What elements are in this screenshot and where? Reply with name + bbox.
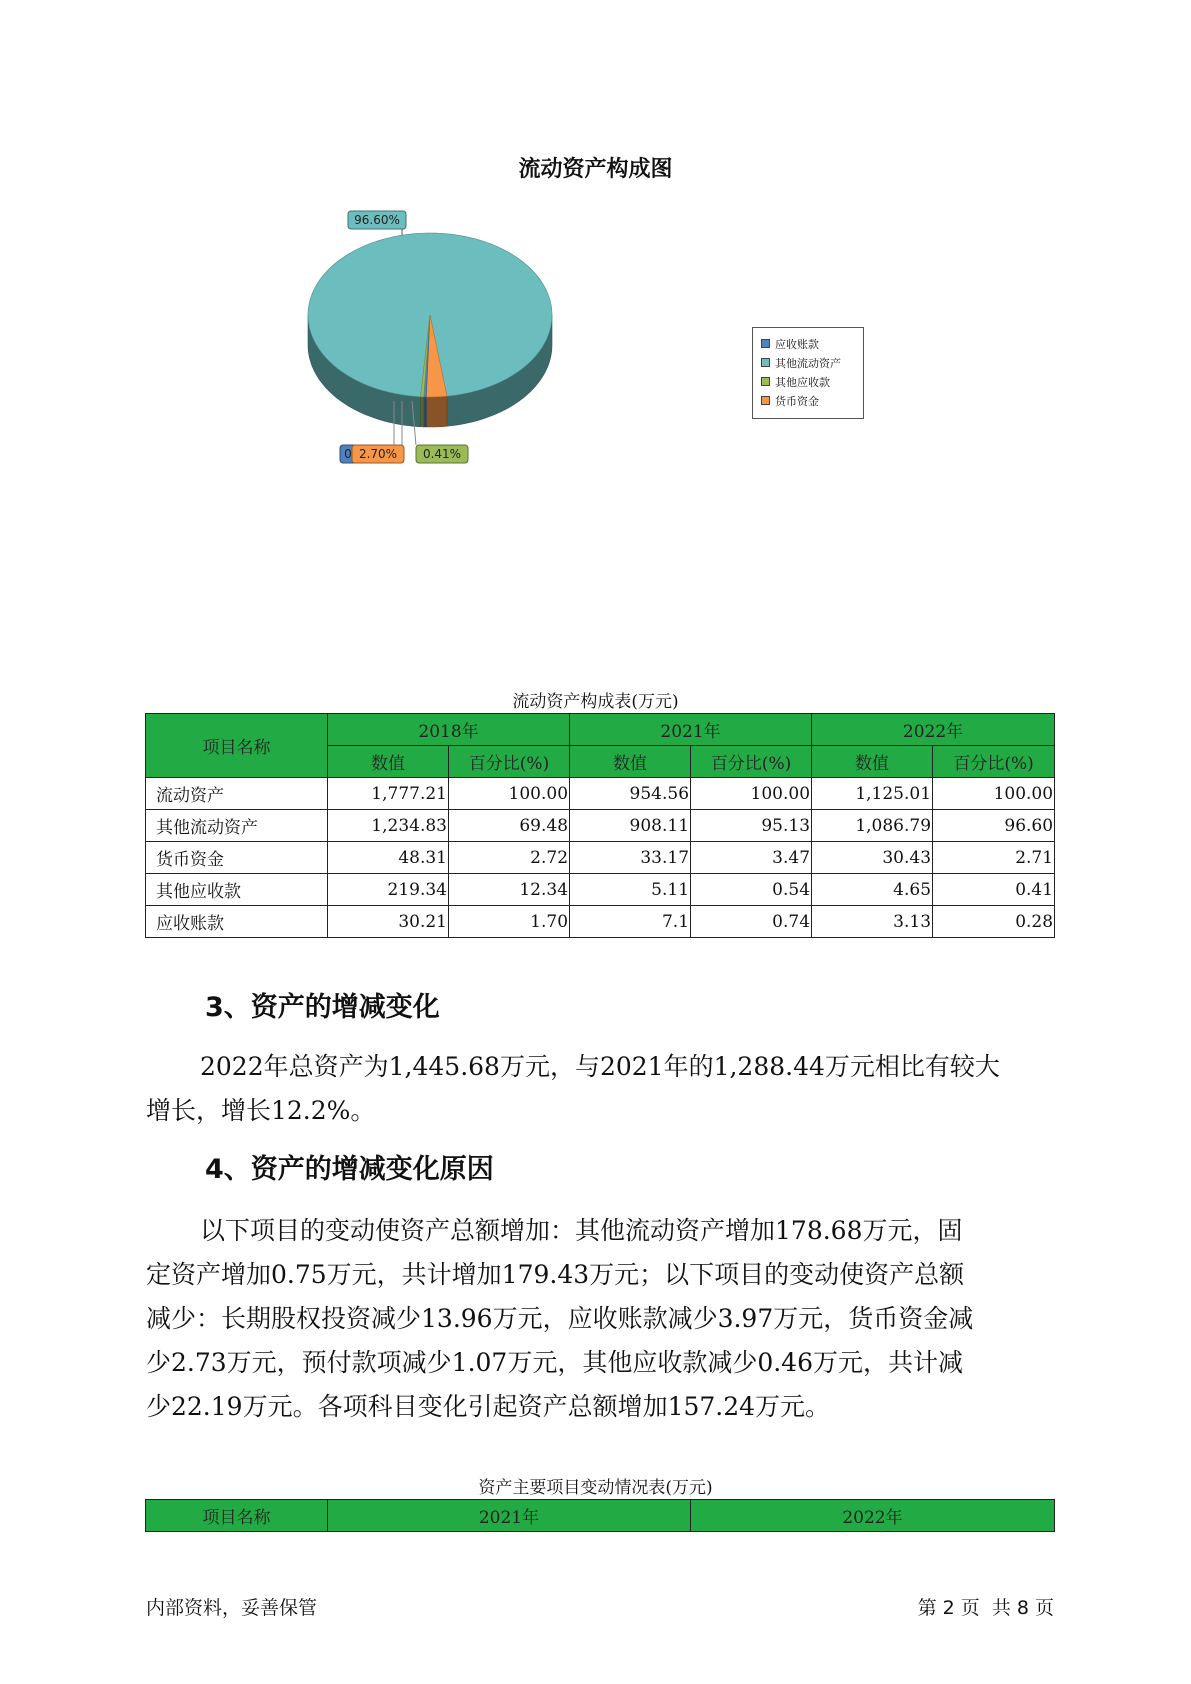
- svg-text:96.60%: 96.60%: [354, 213, 400, 227]
- table-cell: 0.28: [933, 906, 1055, 938]
- header-percent: 百分比(%): [449, 746, 570, 778]
- section4-heading: 4、资产的增减变化原因: [205, 1154, 494, 1185]
- paragraph-line: 减少：长期股权投资减少13.96万元，应收账款减少3.97万元，货币资金减: [146, 1304, 974, 1333]
- paragraph-line: 增长，增长12.2%。: [146, 1096, 376, 1125]
- legend-item: [761, 334, 863, 353]
- table-row: [146, 874, 1055, 906]
- table-cell: 1,086.79: [812, 810, 933, 842]
- svg-text:0: 0: [344, 447, 352, 461]
- table-cell: 48.31: [328, 842, 449, 874]
- header-value: 数值: [812, 746, 933, 778]
- table-cell: 1,234.83: [328, 810, 449, 842]
- table-cell: 30.43: [812, 842, 933, 874]
- header-value: 数值: [328, 746, 449, 778]
- table-cell: 100.00: [449, 778, 570, 810]
- table-cell: 100.00: [691, 778, 812, 810]
- table-cell: 4.65: [812, 874, 933, 906]
- table-cell: 100.00: [933, 778, 1055, 810]
- table-cell: 7.1: [570, 906, 691, 938]
- table-cell: 954.56: [570, 778, 691, 810]
- table2-caption: 资产主要项目变动情况表(万元): [478, 1478, 713, 1498]
- paragraph-line: 2022年总资产为1,445.68万元，与2021年的1,288.44万元相比有较大: [200, 1052, 1000, 1081]
- header-year: 2021年: [328, 1500, 691, 1532]
- legend-swatch: [761, 358, 770, 367]
- header-percent: 百分比(%): [933, 746, 1055, 778]
- table-cell: 0.74: [691, 906, 812, 938]
- paragraph-line: 少2.73万元，预付款项减少1.07万元，其他应收款减少0.46万元，共计减: [146, 1348, 963, 1377]
- legend-item: [761, 391, 863, 410]
- pie-data-label: [352, 445, 404, 463]
- footer-page-number: 第 2 页 共 8 页: [917, 1597, 1054, 1619]
- row-name: 货币资金: [146, 842, 328, 874]
- legend-swatch: [761, 396, 770, 405]
- pie-data-label: [348, 211, 406, 229]
- legend-label: 其他应收款: [775, 375, 830, 389]
- header-item-name: 项目名称: [146, 714, 328, 778]
- table-cell: 33.17: [570, 842, 691, 874]
- table-cell: 1.70: [449, 906, 570, 938]
- table-cell: 95.13: [691, 810, 812, 842]
- table-cell: 2.71: [933, 842, 1055, 874]
- legend-swatch: [761, 339, 770, 348]
- legend-swatch: [761, 377, 770, 386]
- table-cell: 219.34: [328, 874, 449, 906]
- header-value: 数值: [570, 746, 691, 778]
- legend-label: 应收账款: [775, 337, 819, 351]
- table-cell: 1,777.21: [328, 778, 449, 810]
- pie-chart: [290, 205, 600, 475]
- table-row: [146, 778, 1055, 810]
- table-cell: 96.60: [933, 810, 1055, 842]
- row-name: 应收账款: [146, 906, 328, 938]
- section4-paragraph: [146, 1209, 1050, 1429]
- pie-slice-side: [426, 396, 447, 427]
- chart-legend: [752, 327, 864, 419]
- header-item-name: 项目名称: [146, 1500, 328, 1532]
- paragraph-line: 少22.19万元。各项科目变化引起资产总额增加157.24万元。: [146, 1392, 831, 1421]
- table-row: [146, 906, 1055, 938]
- table-cell: 0.41: [933, 874, 1055, 906]
- legend-item: [761, 353, 863, 372]
- table-cell: 5.11: [570, 874, 691, 906]
- table-cell: 30.21: [328, 906, 449, 938]
- pie-slice-side: [424, 397, 427, 427]
- svg-text:2.70%: 2.70%: [358, 447, 398, 461]
- table-row: [146, 842, 1055, 874]
- header-year: 2021年: [570, 714, 812, 746]
- pie-data-label: [416, 445, 468, 463]
- header-percent: 百分比(%): [691, 746, 812, 778]
- header-year: 2018年: [328, 714, 570, 746]
- chart-title: 流动资产构成图: [518, 157, 673, 182]
- header-year: 2022年: [812, 714, 1055, 746]
- header-year: 2022年: [691, 1500, 1055, 1532]
- row-name: 其他应收款: [146, 874, 328, 906]
- section3-paragraph: [146, 1045, 1050, 1133]
- paragraph-line: 定资产增加0.75万元，共计增加179.43万元；以下项目的变动使资产总额: [146, 1260, 965, 1289]
- footer-confidential: 内部资料，妥善保管: [146, 1597, 318, 1619]
- row-name: 流动资产: [146, 778, 328, 810]
- table-row: [146, 810, 1055, 842]
- legend-label: 货币资金: [775, 394, 819, 408]
- legend-label: 其他流动资产: [775, 356, 841, 370]
- table-cell: 69.48: [449, 810, 570, 842]
- table-cell: 3.47: [691, 842, 812, 874]
- current-assets-table: [145, 713, 1055, 938]
- table-cell: 0.54: [691, 874, 812, 906]
- pie-slice-side: [421, 397, 424, 427]
- table-cell: 12.34: [449, 874, 570, 906]
- paragraph-line: 以下项目的变动使资产总额增加：其他流动资产增加178.68万元，固: [200, 1216, 963, 1245]
- table-cell: 3.13: [812, 906, 933, 938]
- row-name: 其他流动资产: [146, 810, 328, 842]
- table-cell: 1,125.01: [812, 778, 933, 810]
- legend-item: [761, 372, 863, 391]
- table1-caption: 流动资产构成表(万元): [512, 692, 679, 712]
- asset-change-table: [145, 1499, 1055, 1532]
- table-cell: 908.11: [570, 810, 691, 842]
- table-cell: 2.72: [449, 842, 570, 874]
- svg-text:0.41%: 0.41%: [422, 447, 462, 461]
- section3-heading: 3、资产的增减变化: [205, 992, 440, 1023]
